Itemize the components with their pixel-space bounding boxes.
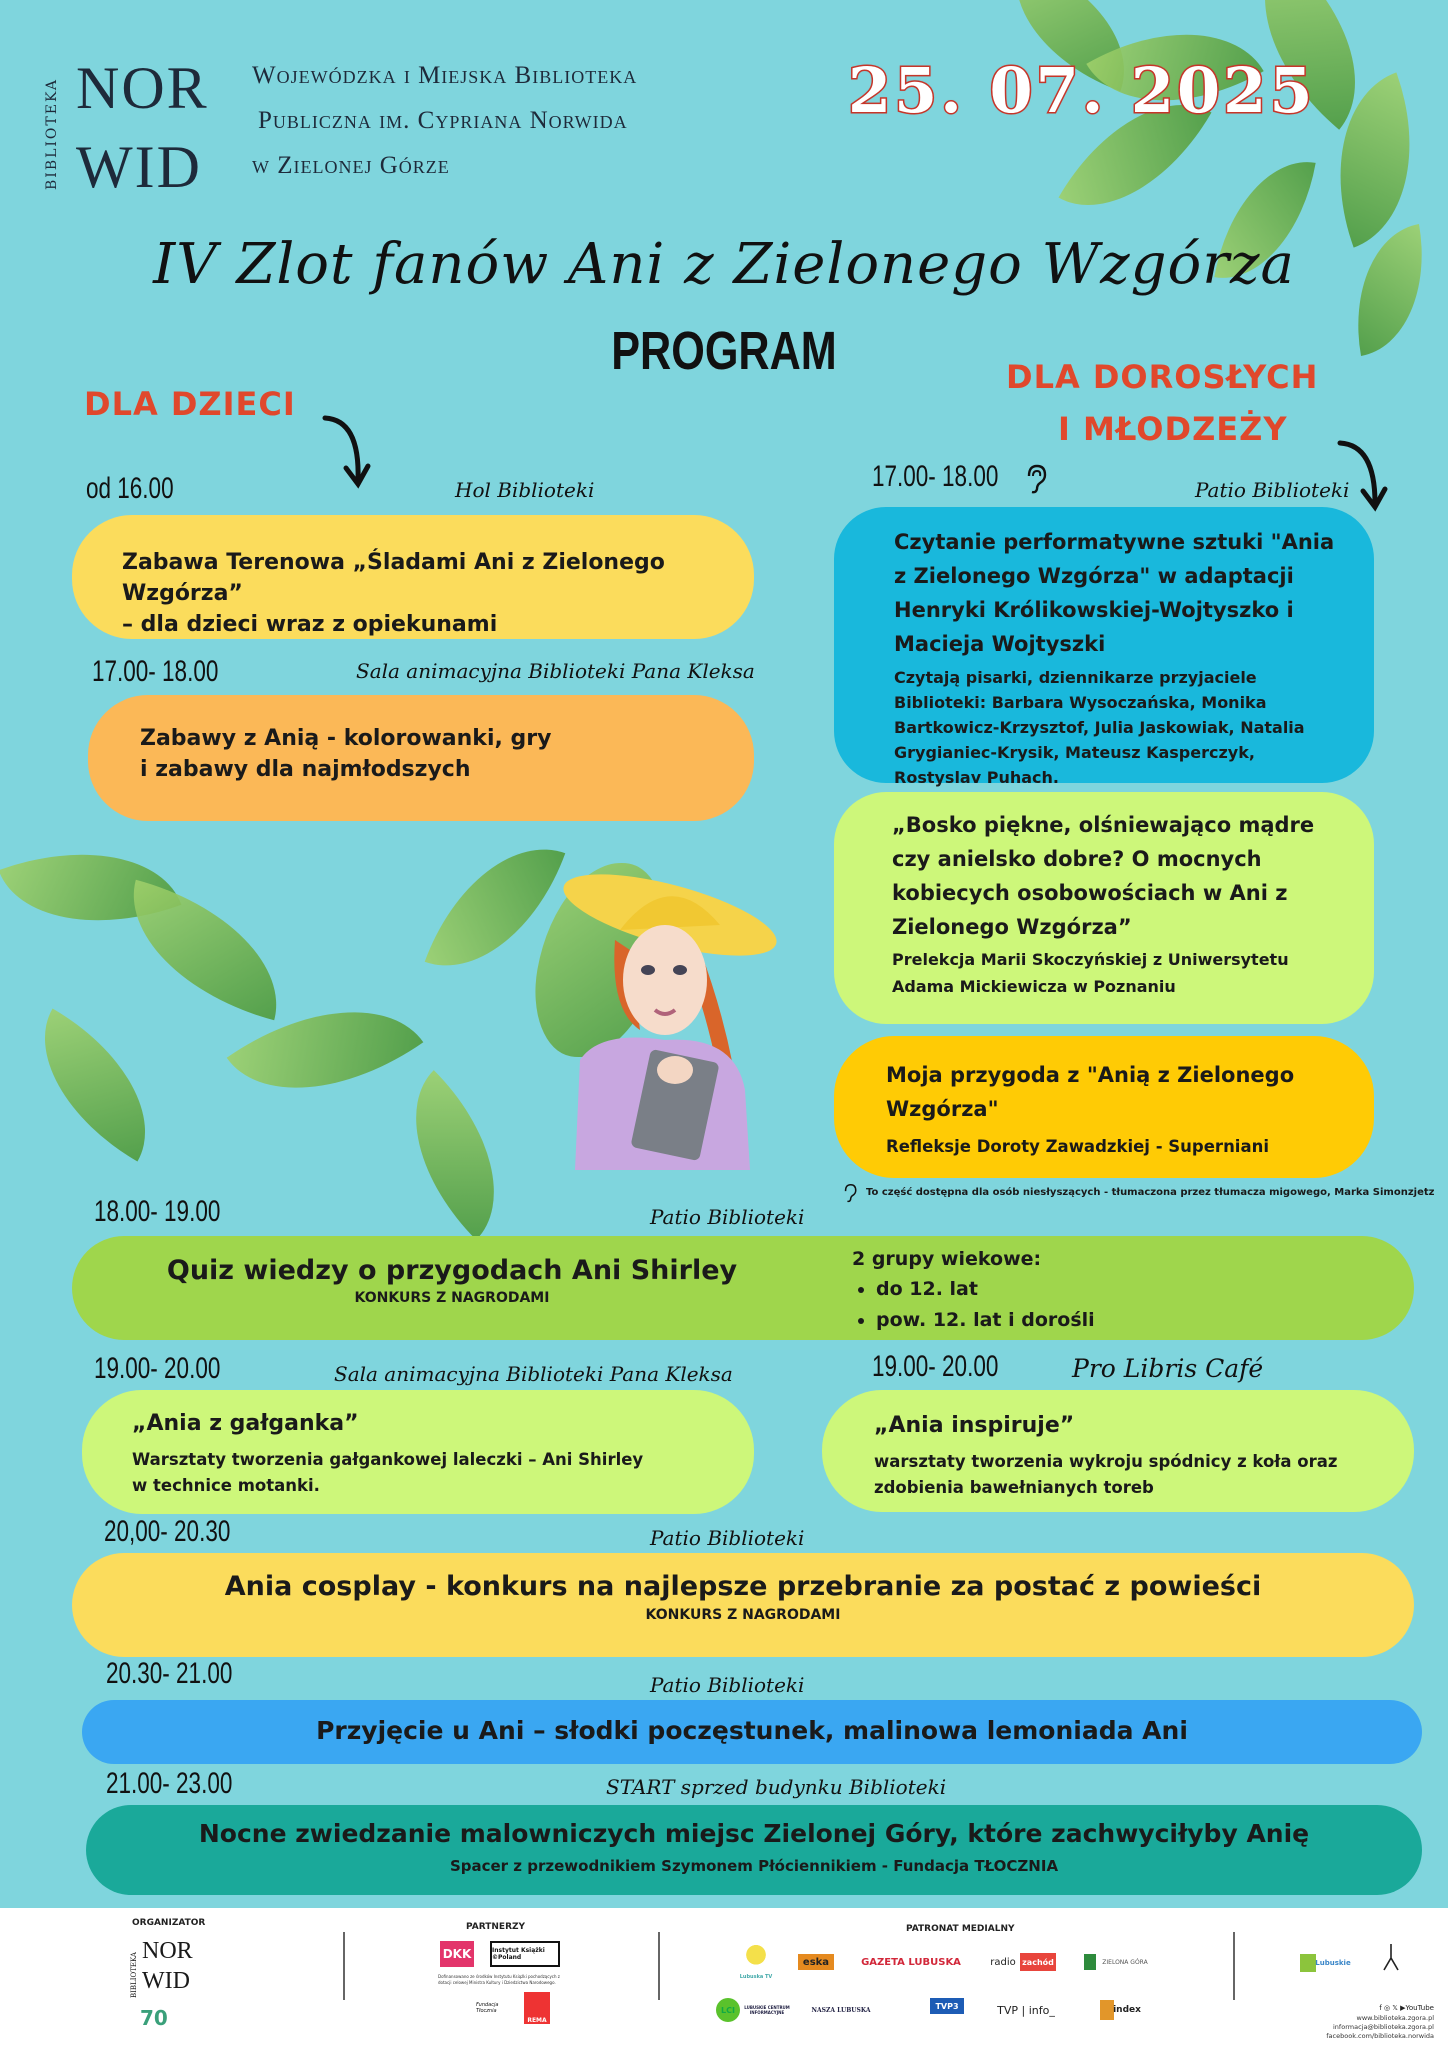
event-time: 20,00- 20.30 xyxy=(104,1515,231,1548)
event-title: i zabawy dla najmłodszych xyxy=(140,757,471,782)
organizer-logo-wid: WID xyxy=(142,1968,190,1994)
event-time: 19.00- 20.00 xyxy=(94,1352,221,1385)
logo-vertical-text: BIBLIOTEKA xyxy=(44,78,60,190)
age-groups-label: 2 grupy wiekowe: xyxy=(852,1248,1042,1270)
lubuskie-centrum-informacyjne-logo: LUBUSKIE CENTRUM INFORMACYJNE xyxy=(744,2005,790,2015)
library-name-line-3: w Zielonej Górze xyxy=(252,152,450,179)
event-card-rag-doll xyxy=(82,1390,754,1514)
event-card-performative-reading xyxy=(834,507,1374,787)
program-heading: PROGRAM xyxy=(611,321,837,381)
event-title: Moja przygoda z "Anią z Zielonego Wzgórza" xyxy=(886,1063,1295,1121)
event-card-quiz xyxy=(72,1236,1414,1340)
event-card-night-tour xyxy=(86,1805,1422,1895)
event-subtitle: Refleksje Doroty Zawadzkiej - Superniani xyxy=(886,1137,1270,1156)
event-card-reception xyxy=(82,1700,1422,1764)
event-card-cosplay xyxy=(72,1553,1414,1657)
age-group: • do 12. lat xyxy=(876,1274,1095,1305)
event-subtitle: Prelekcja Marii Skoczyńskiej z Uniwersytetu Adama Mickiewicza w Poznaniu xyxy=(892,950,1289,996)
section-adults-line2: I MŁODZEŻY xyxy=(1058,410,1288,448)
radio-logo: radio xyxy=(990,1956,1016,1968)
event-time: 21.00- 23.00 xyxy=(106,1767,233,1800)
organizer-logo xyxy=(130,1938,210,2002)
event-card-games xyxy=(88,695,754,821)
event-note: KONKURS Z NAGRODAMI xyxy=(645,1607,841,1623)
event-card-lecture xyxy=(834,792,1374,1024)
event-place: Hol Biblioteki xyxy=(455,478,595,502)
social-icons[interactable]: f ◎ 𝕏 ▶YouTube xyxy=(1379,2004,1434,2012)
event-time: od 16.00 xyxy=(86,472,174,505)
radio-zielona-gora-logo: ZIELONA GÓRA xyxy=(1084,1954,1154,1970)
event-subtitle: Spacer z przewodnikiem Szymonem Płóciennikiem - Fundacja TŁOCZNIA xyxy=(449,1857,1059,1875)
event-subtitle: warsztaty tworzenia wykroju spódnicy z koła oraz xyxy=(874,1452,1338,1471)
instytut-ksiazki-logo: Instytut Książki ©Poland xyxy=(490,1941,560,1967)
leaf-decoration xyxy=(370,1070,540,1240)
fundacja-tlocznia-logo: Fundacja Tłocznia xyxy=(476,2002,499,2014)
zielona-gora-city-logo xyxy=(1382,1944,1400,1976)
arrow-down-icon xyxy=(1335,435,1395,515)
event-title: Nocne zwiedzanie malowniczych miejsc Zielonej Góry, które zachwyciłyby Anię xyxy=(198,1819,1310,1848)
event-card-inspiration xyxy=(822,1390,1414,1512)
funding-note: Dofinansowano ze środków Instytutu Książki pochodzących z dotacji celowej Ministra Kultury i Dziedzictwa Narodowego. xyxy=(438,1974,560,1985)
event-card-field-game xyxy=(72,515,754,639)
event-time: 19.00- 20.00 xyxy=(872,1350,999,1383)
event-place: Patio Biblioteki xyxy=(650,1673,805,1697)
organizer-label: ORGANIZATOR xyxy=(132,1918,206,1928)
event-time: 17.00- 18.00 xyxy=(92,655,219,688)
event-subtitle: Warsztaty tworzenia gałgankowej laleczki – Ani Shirley xyxy=(132,1450,644,1469)
event-title: Zabawa Terenowa „Śladami Ani z Zielonego Wzgórza” xyxy=(122,550,665,606)
logo-nor: NOR xyxy=(76,55,209,121)
organizer-logo-nor: NOR xyxy=(142,1938,193,1964)
library-name-line-2: Publiczna im. Cypriana Norwida xyxy=(258,107,628,134)
lci-logo: LCI xyxy=(716,1998,740,2022)
event-title: „Ania z gałganka” xyxy=(132,1411,359,1436)
event-subtitle: zdobienia bawełnianych toreb xyxy=(874,1478,1154,1497)
organizer-logo-vertical: BIBLIOTEKA xyxy=(130,1952,138,1998)
event-title: Ania cosplay - konkurs na najlepsze przebranie za postać z powieści xyxy=(224,1571,1262,1602)
accessibility-note: To część dostępna dla osób niesłyszących - tłumaczona przez tłumacza migowego, Marka Simonzjetz xyxy=(866,1187,1435,1198)
event-title: Czytanie performatywne sztuki "Ania z Zielonego Wzgórza" w adaptacji Henryki Królikowskiej-Wojtyszko i Macieja Wojtyszki xyxy=(894,530,1335,656)
dkk-logo: DKK xyxy=(440,1941,474,1967)
leaf-decoration xyxy=(110,880,300,1021)
event-title: „Bosko piękne, olśniewająco mądre czy anielsko dobre? O mocnych kobiecych osobowościach w Ani z Zielonego Wzgórza” xyxy=(892,813,1315,939)
rema-logo: REMA xyxy=(524,1992,550,2024)
event-place: Patio Biblioteki xyxy=(650,1526,805,1550)
library-name-line-1: Wojewódzka i Miejska Biblioteka xyxy=(252,62,638,89)
event-place: Pro Libris Café xyxy=(1072,1354,1264,1383)
tvp3-logo: TVP3 xyxy=(930,1998,964,2014)
event-title: Quiz wiedzy o przygodach Ani Shirley xyxy=(166,1255,738,1286)
divider xyxy=(658,1932,660,2000)
partners-label: PARTNERZY xyxy=(466,1922,526,1932)
index-logo: index xyxy=(1100,2000,1140,2020)
anne-illustration xyxy=(560,870,820,1170)
leaf-decoration xyxy=(8,1009,183,1162)
section-kids: DLA DZIECI xyxy=(84,385,296,423)
event-date: 25. 07. 2025 xyxy=(848,54,1316,127)
facebook-link[interactable]: facebook.com/biblioteka.norwida xyxy=(1326,2032,1434,2040)
nasza-lubuska-logo: NASZA LUBUSKA xyxy=(811,2006,871,2014)
gazeta-lubuska-logo: GAZETA LUBUSKA xyxy=(861,1956,961,1968)
age-groups-list xyxy=(852,1274,1095,1336)
event-place: Sala animacyjna Biblioteki Pana Kleksa xyxy=(356,659,755,683)
event-place: START sprzed budynku Biblioteki xyxy=(606,1775,947,1799)
tvp-info-logo: TVP | info_ xyxy=(997,2003,1055,2017)
event-title: – dla dzieci wraz z opiekunami xyxy=(122,612,498,637)
section-adults-line1: DLA DOROSŁYCH xyxy=(1006,358,1319,396)
ear-icon xyxy=(843,1183,857,1203)
event-time: 18.00- 19.00 xyxy=(94,1195,221,1228)
anniversary-logo: 70 xyxy=(140,2006,168,2030)
event-note: KONKURS Z NAGRODAMI xyxy=(354,1290,550,1306)
age-group: • pow. 12. lat i dorośli xyxy=(876,1305,1095,1336)
email-link[interactable]: informacja@biblioteka.zgora.pl xyxy=(1333,2023,1434,2031)
event-subtitle: w technice motanki. xyxy=(132,1476,320,1495)
media-label: PATRONAT MEDIALNY xyxy=(906,1924,1015,1934)
logo-wid: WID xyxy=(76,134,202,200)
eska-logo: eska xyxy=(798,1954,834,1970)
lubuskie-region-logo: Lubuskie xyxy=(1300,1954,1350,1972)
event-place: Patio Biblioteki xyxy=(650,1205,805,1229)
lubuska-tv-logo: Lubuska TV xyxy=(736,1944,776,1980)
page-title: IV Zlot fanów Ani z Zielonego Wzgórza xyxy=(153,232,1295,297)
ear-icon xyxy=(1025,464,1047,494)
event-time: 17.00- 18.00 xyxy=(872,460,999,493)
event-title: „Ania inspiruje” xyxy=(874,1413,1075,1438)
event-time: 20.30- 21.00 xyxy=(106,1657,233,1690)
event-card-reflections xyxy=(834,1036,1374,1178)
event-subtitle: Czytają pisarki, dziennikarze przyjaciele Biblioteki: Barbara Wysoczańska, Monika Bartkowicz-Krzysztof, Julia Jaskowiak, Natalia Grygianiec-Krysik, Mateusz Kasperczyk, Rostyslav Puhach. xyxy=(894,668,1305,787)
divider xyxy=(343,1932,345,2000)
radio-zachod-logo: zachód xyxy=(1020,1953,1056,1971)
footer xyxy=(0,1908,1448,2048)
arrow-down-icon xyxy=(320,410,380,490)
event-place: Patio Biblioteki xyxy=(1195,478,1350,502)
event-place: Sala animacyjna Biblioteki Pana Kleksa xyxy=(334,1362,733,1386)
website-link[interactable]: www.biblioteka.zgora.pl xyxy=(1356,2014,1434,2022)
event-title: Zabawy z Anią - kolorowanki, gry xyxy=(140,726,552,751)
event-title: Przyjęcie u Ani – słodki poczęstunek, malinowa lemoniada Ani xyxy=(316,1716,1188,1745)
divider xyxy=(1233,1932,1235,2000)
